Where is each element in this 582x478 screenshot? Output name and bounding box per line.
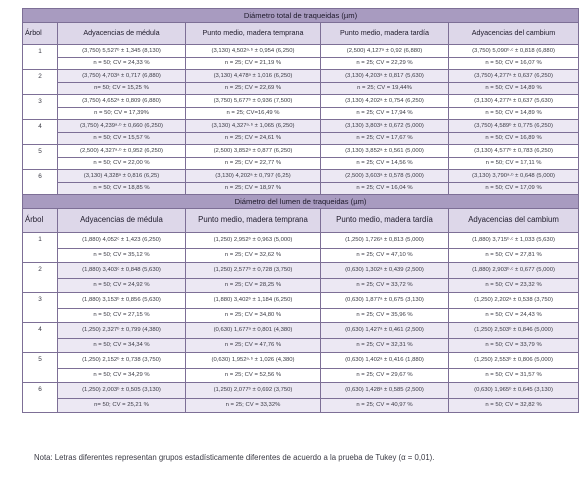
value-cell: (1,250) 2,077ᵇ ± 0,692 (3,750) (186, 383, 321, 399)
stats-cell: n = 25; CV = 19,44% (321, 83, 449, 95)
stats-cell: n = 25; CV = 18,97 % (186, 183, 321, 195)
table-row-stats (23, 133, 579, 145)
value-cell: (3,750) 5,527ᵇ ± 1,345 (8,130) (58, 45, 186, 58)
value-cell: (3,130) 4,478ᵃ ± 1,016 (6,250) (186, 70, 321, 83)
table-row (23, 293, 579, 309)
table-row (23, 45, 579, 58)
table-row-stats (23, 83, 579, 95)
value-cell: (1,880) 3,403ᶜ ± 0,848 (5,630) (58, 263, 186, 279)
stats-cell: n = 50; CV = 27,81 % (449, 249, 579, 263)
table-row-stats (23, 339, 579, 353)
value-cell: (3,130) 4,502ᵃ·ᵇ ± 0,954 (6,250) (186, 45, 321, 58)
stats-cell: n = 25; CV = 28,25 % (186, 279, 321, 293)
value-cell: (3,750) 5,677ᵇ ± 0,936 (7,500) (186, 95, 321, 108)
column-header-row (23, 209, 579, 233)
value-cell: (0,630) 1,428ᵃ ± 0,585 (2,500) (321, 383, 449, 399)
value-cell: (3,130) 4,203ᵃ ± 0,817 (5,630) (321, 70, 449, 83)
table-row (23, 353, 579, 369)
value-cell: (3,130) 4,327ᵃ·ᵇ ± 1,065 (6,250) (186, 120, 321, 133)
stats-cell: n = 25; CV = 21,19 % (186, 58, 321, 70)
value-cell: (1,250) 2,327ᵇ ± 0,799 (4,380) (58, 323, 186, 339)
table-row-stats (23, 399, 579, 413)
column-header-row (23, 23, 579, 45)
data-table-container (22, 8, 578, 413)
value-cell: (1,880) 2,903ᵇ·ᶜ ± 0,677 (5,000) (449, 263, 579, 279)
stats-cell: n = 25; CV=16,49 % (186, 108, 321, 120)
tree-number: 4 (23, 120, 58, 145)
value-cell: (1,880) 3,402ᵇ ± 1,184 (6,250) (186, 293, 321, 309)
stats-cell: n = 50; CV = 31,57 % (449, 369, 579, 383)
value-cell: (1,250) 2,503ᵇ ± 0,846 (5,000) (449, 323, 579, 339)
value-cell: (3,130) 3,803ᵃ ± 0,672 (5,000) (321, 120, 449, 133)
value-cell: (1,250) 2,952ᵇ ± 0,963 (5,000) (186, 233, 321, 249)
value-cell: (2,500) 4,327ᵃ·ᵇ ± 0,952 (6,250) (58, 145, 186, 158)
stats-cell: n = 25; CV = 47,76 % (186, 339, 321, 353)
column-header: Adyacencias del cambium (449, 209, 579, 233)
value-cell: (3,130) 4,328ᵃ ± 0,816 (6,25) (58, 170, 186, 183)
stats-cell: n= 50; CV = 15,25 % (58, 83, 186, 95)
table-row-stats (23, 279, 579, 293)
column-header: Árbol (23, 23, 58, 45)
column-header: Adyacencias de médula (58, 209, 186, 233)
value-cell: (3,130) 4,577ᵇ ± 0,783 (6,250) (449, 145, 579, 158)
column-header: Punto medio, madera tardía (321, 23, 449, 45)
table-row (23, 383, 579, 399)
value-cell: (3,130) 3,852ᵃ ± 0,561 (5,000) (321, 145, 449, 158)
stats-cell: n = 25; CV = 22,29 % (321, 58, 449, 70)
value-cell: (3,130) 4,202ᵃ ± 0,797 (6,25) (186, 170, 321, 183)
stats-cell: n = 50; CV = 22,00 % (58, 158, 186, 170)
stats-cell: n = 25; CV = 33,32% (186, 399, 321, 413)
stats-cell: n = 25; CV = 14,56 % (321, 158, 449, 170)
stats-cell: n = 25; CV = 29,67 % (321, 369, 449, 383)
tree-number: 4 (23, 323, 58, 353)
value-cell: (0,630) 1,427ᵃ ± 0,461 (2,500) (321, 323, 449, 339)
table-row (23, 323, 579, 339)
stats-cell: n = 50; CV = 24,33 % (58, 58, 186, 70)
stats-cell: n = 25; CV = 16,04 % (321, 183, 449, 195)
tree-number: 3 (23, 95, 58, 120)
value-cell: (0,630) 1,952ᵃ·ᵇ ± 1,026 (4,380) (186, 353, 321, 369)
stats-cell: n = 50; CV = 17,09 % (449, 183, 579, 195)
table-row-stats (23, 309, 579, 323)
stats-cell: n = 50; CV = 35,12 % (58, 249, 186, 263)
tree-number: 5 (23, 145, 58, 170)
stats-cell: n = 25; CV = 17,67 % (321, 133, 449, 145)
column-header: Árbol (23, 209, 58, 233)
stats-cell: n = 25; CV = 22,69 % (186, 83, 321, 95)
value-cell: (0,630) 1,677ᵃ ± 0,801 (4,380) (186, 323, 321, 339)
stats-cell: n = 25; CV = 32,31 % (321, 339, 449, 353)
table-row-stats (23, 58, 579, 70)
tree-number: 2 (23, 70, 58, 95)
value-cell: (2,500) 3,603ᵃ ± 0,578 (5,000) (321, 170, 449, 183)
value-cell: (1,880) 3,715ᵇ·ᶜ ± 1,033 (5,630) (449, 233, 579, 249)
section-title: Diámetro del lumen de traqueidas (µm) (23, 195, 579, 209)
column-header: Adyacencias de médula (58, 23, 186, 45)
value-cell: (1,250) 2,577ᵇ ± 0,728 (3,750) (186, 263, 321, 279)
value-cell: (3,750) 4,652ᵃ ± 0,809 (6,880) (58, 95, 186, 108)
stats-cell: n = 50; CV = 27,15 % (58, 309, 186, 323)
value-cell: (3,130) 4,202ᵃ ± 0,754 (6,250) (321, 95, 449, 108)
stats-cell: n = 25; CV = 24,61 % (186, 133, 321, 145)
stats-cell: n = 50; CV = 32,82 % (449, 399, 579, 413)
column-header: Punto medio, madera temprana (186, 23, 321, 45)
stats-cell: n = 25; CV = 22,77 % (186, 158, 321, 170)
column-header: Punto medio, madera temprana (186, 209, 321, 233)
value-cell: (0,630) 1,877ᵃ ± 0,675 (3,130) (321, 293, 449, 309)
table-row (23, 95, 579, 108)
stats-cell: n = 25; CV = 52,56 % (186, 369, 321, 383)
value-cell: (1,250) 2,152ᵇ ± 0,738 (3,750) (58, 353, 186, 369)
stats-cell: n = 50; CV = 23,32 % (449, 279, 579, 293)
section-title-row (23, 9, 579, 23)
stats-cell: n = 50; CV = 18,85 % (58, 183, 186, 195)
tree-number: 5 (23, 353, 58, 383)
value-cell: (1,250) 2,202ᵃ ± 0,538 (3,750) (449, 293, 579, 309)
stats-cell: n = 50; CV = 17,11 % (449, 158, 579, 170)
value-cell: (0,630) 1,402ᵃ ± 0,416 (1,880) (321, 353, 449, 369)
column-header: Punto medio, madera tardía (321, 209, 449, 233)
stats-cell: n = 25; CV = 47,10 % (321, 249, 449, 263)
value-cell: (3,750) 5,090ᵇ·ᶜ ± 0,818 (6,880) (449, 45, 579, 58)
table-row-stats (23, 369, 579, 383)
value-cell: (1,250) 1,726ᵃ ± 0,813 (5,000) (321, 233, 449, 249)
table-row (23, 145, 579, 158)
tree-number: 6 (23, 170, 58, 195)
table-row (23, 70, 579, 83)
tracheid-table (22, 8, 579, 413)
stats-cell: n = 50; CV = 16,07 % (449, 58, 579, 70)
stats-cell: n = 50; CV = 34,34 % (58, 339, 186, 353)
table-row-stats (23, 108, 579, 120)
table-row (23, 233, 579, 249)
section-title-row (23, 195, 579, 209)
stats-cell: n = 50; CV = 14,89 % (449, 83, 579, 95)
stats-cell: n= 50; CV = 25,21 % (58, 399, 186, 413)
value-cell: (3,750) 4,239ᵃ·ᵇ ± 0,660 (6,250) (58, 120, 186, 133)
table-row (23, 120, 579, 133)
table-note: Nota: Letras diferentes representan grupos estadísticamente diferentes de acuerdo a la prueba de Tukey (α = 0,01). (34, 453, 435, 462)
value-cell: (1,880) 3,153ᵇ ± 0,856 (5,630) (58, 293, 186, 309)
value-cell: (1,250) 2,003ᵇ ± 0,505 (3,130) (58, 383, 186, 399)
stats-cell: n = 25; CV = 17,94 % (321, 108, 449, 120)
value-cell: (2,500) 4,127ᵃ ± 0,92 (6,880) (321, 45, 449, 58)
table-row-stats (23, 183, 579, 195)
tree-number: 6 (23, 383, 58, 413)
table-row-stats (23, 158, 579, 170)
stats-cell: n = 50; CV = 14,89 % (449, 108, 579, 120)
stats-cell: n = 50; CV = 15,57 % (58, 133, 186, 145)
stats-cell: n = 25; CV = 33,72 % (321, 279, 449, 293)
stats-cell: n = 50; CV = 17,39% (58, 108, 186, 120)
stats-cell: n = 25; CV = 32,62 % (186, 249, 321, 263)
stats-cell: n = 25; CV = 34,80 % (186, 309, 321, 323)
section-title: Diámetro total de traqueidas (µm) (23, 9, 579, 23)
stats-cell: n = 25; CV = 40,97 % (321, 399, 449, 413)
table-row (23, 170, 579, 183)
stats-cell: n = 50; CV = 24,43 % (449, 309, 579, 323)
column-header: Adyacencias del cambium (449, 23, 579, 45)
table-row (23, 263, 579, 279)
tree-number: 1 (23, 45, 58, 70)
value-cell: (0,630) 1,302ᵃ ± 0,439 (2,500) (321, 263, 449, 279)
stats-cell: n = 50; CV = 33,79 % (449, 339, 579, 353)
value-cell: (1,250) 2,553ᵇ ± 0,806 (5,000) (449, 353, 579, 369)
tree-number: 2 (23, 263, 58, 293)
tree-number: 1 (23, 233, 58, 263)
value-cell: (3,130) 3,790ᵃ·ᵇ ± 0,648 (5,000) (449, 170, 579, 183)
table-row-stats (23, 249, 579, 263)
stats-cell: n = 25; CV = 35,96 % (321, 309, 449, 323)
value-cell: (3,750) 4,589ᵇ ± 0,775 (6,250) (449, 120, 579, 133)
stats-cell: n = 50; CV = 16,89 % (449, 133, 579, 145)
stats-cell: n = 50; CV = 34,29 % (58, 369, 186, 383)
value-cell: (3,750) 4,277ᵃ ± 0,637 (6,250) (449, 70, 579, 83)
value-cell: (1,880) 4,052ᶜ ± 1,423 (6,250) (58, 233, 186, 249)
value-cell: (2,500) 3,852ᵃ ± 0,877 (6,250) (186, 145, 321, 158)
value-cell: (3,750) 4,703ᵃ ± 0,717 (6,880) (58, 70, 186, 83)
stats-cell: n = 50; CV = 24,92 % (58, 279, 186, 293)
tree-number: 3 (23, 293, 58, 323)
value-cell: (0,630) 1,965ᵇ ± 0,645 (3,130) (449, 383, 579, 399)
value-cell: (3,130) 4,277ᵃ ± 0,637 (5,630) (449, 95, 579, 108)
